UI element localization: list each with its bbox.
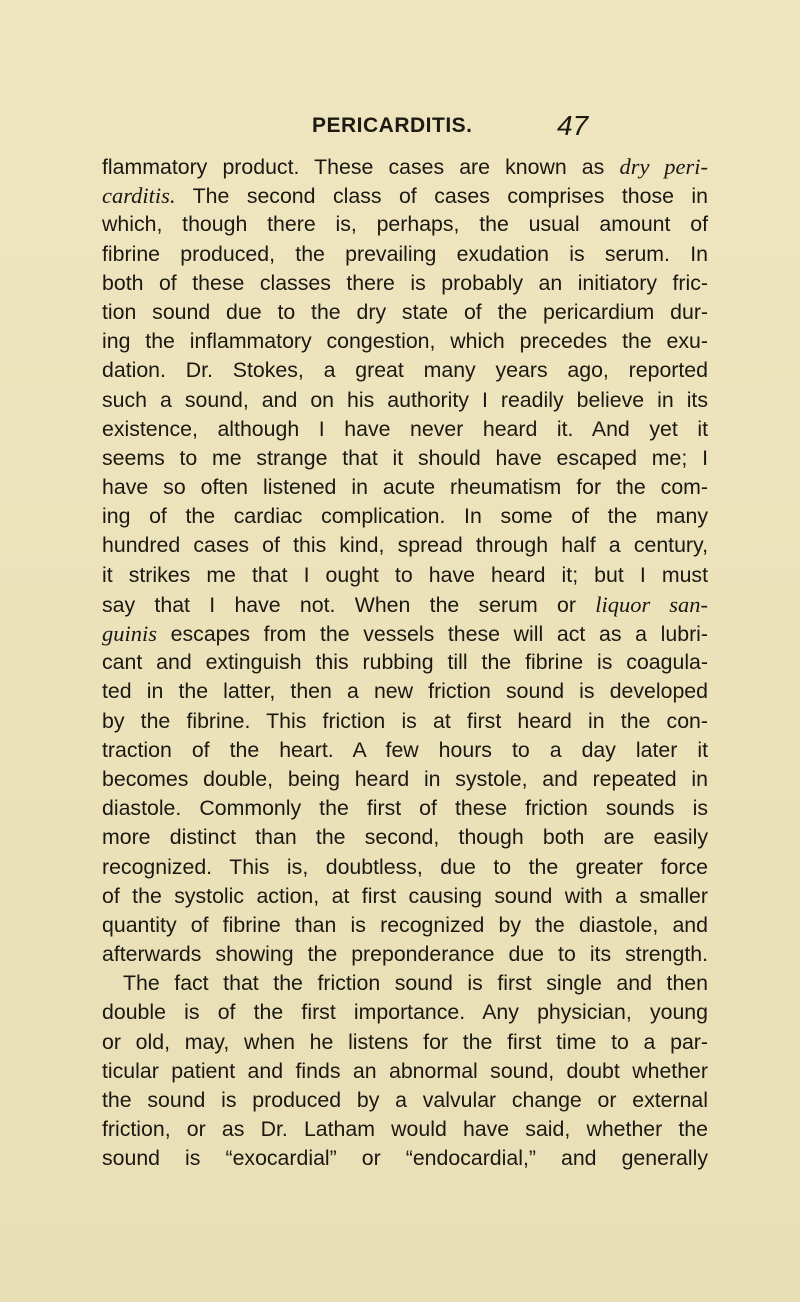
text-segment: ing of the cardiac complication. In some of the many (102, 504, 708, 529)
text-line (102, 648, 708, 677)
text-line (102, 736, 708, 765)
italic-text: liquor san- (595, 591, 708, 617)
italic-text: guinis (102, 621, 158, 646)
text-segment: fibrine produced, the prevailing exudation is serum. In (102, 241, 708, 266)
running-title: PERICARDITIS. (312, 114, 473, 137)
text-segment: traction of the heart. A few hours to a day later it (102, 737, 708, 762)
page-number: 47 (557, 110, 589, 141)
text-line (102, 707, 708, 736)
text-line (102, 677, 708, 706)
text-segment: existence, although I have never heard it. And yet it (102, 416, 708, 441)
text-line (102, 561, 708, 590)
text-segment: seems to me strange that it should have escaped me; I (102, 445, 708, 470)
text-segment: ticular patient and finds an abnormal sound, doubt whether (102, 1058, 708, 1083)
text-segment: dation. Dr. Stokes, a great many years ago, reported (102, 358, 708, 383)
text-line (102, 794, 708, 823)
text-line (102, 356, 708, 385)
italic-text: carditis. (102, 183, 176, 209)
text-segment: cant and extinguish this rubbing till the fibrine is coagula- (102, 650, 708, 675)
text-segment: or old, may, when he listens for the first time to a par- (102, 1029, 708, 1054)
text-line (102, 823, 708, 852)
text-segment: sound is “exocardial” or “endocardial,” and generally (102, 1146, 708, 1171)
text-segment: hundred cases of this kind, spread through half a century, (102, 533, 708, 558)
text-segment: escapes from the vessels these will act as a lubri- (157, 622, 708, 646)
text-line (102, 619, 708, 648)
text-line (102, 940, 708, 969)
text-segment: afterwards showing the preponderance due to its strength. (102, 942, 708, 967)
text-line (102, 152, 708, 181)
text-segment: quantity of fibrine than is recognized by the diastole, and (102, 912, 708, 937)
text-segment: it strikes me that I ought to have heard it; but I must (102, 562, 708, 587)
text-segment: friction, or as Dr. Latham would have said, whether the (102, 1117, 708, 1142)
text-line (102, 969, 708, 998)
text-line (102, 998, 708, 1027)
text-segment: The second class of cases comprises those in (175, 184, 708, 209)
text-line (102, 853, 708, 882)
text-line (102, 269, 708, 298)
text-segment: which, though there is, perhaps, the usual amount of (102, 212, 708, 237)
text-line (102, 590, 708, 619)
text-segment: ing the inflammatory congestion, which precedes the exu- (102, 329, 708, 354)
text-line (102, 210, 708, 239)
text-line (102, 531, 708, 560)
running-head (0, 106, 800, 146)
text-line (102, 1028, 708, 1057)
text-segment: The fact that the friction sound is first single and then (123, 971, 708, 996)
text-line (102, 1057, 708, 1086)
text-segment: say that I have not. When the serum or (102, 592, 596, 617)
text-line (102, 327, 708, 356)
text-segment: have so often listened in acute rheumatism for the com- (102, 475, 708, 500)
italic-text: dry peri- (619, 154, 709, 179)
text-segment: both of these classes there is probably an initiatory fric- (102, 270, 708, 295)
text-segment: the sound is produced by a valvular change or external (102, 1088, 708, 1112)
text-line (102, 240, 708, 269)
body-text (102, 152, 708, 1174)
text-line (102, 415, 708, 444)
text-line (102, 1086, 708, 1115)
text-line (102, 882, 708, 911)
text-line (102, 444, 708, 473)
text-line (102, 765, 708, 794)
text-line (102, 502, 708, 531)
text-line (102, 1144, 708, 1173)
text-segment: flammatory product. These cases are known as (102, 155, 620, 179)
text-segment: double is of the first importance. Any physician, young (102, 1000, 708, 1025)
text-segment: of the systolic action, at first causing sound with a smaller (102, 883, 708, 908)
text-segment: diastole. Commonly the first of these friction sounds is (102, 796, 708, 821)
text-segment: by the fibrine. This friction is at first heard in the con- (102, 708, 708, 733)
text-line (102, 1115, 708, 1144)
text-line (102, 911, 708, 940)
text-line (102, 386, 708, 415)
text-segment: recognized. This is, doubtless, due to the greater force (102, 854, 708, 879)
text-segment: becomes double, being heard in systole, and repeated in (102, 766, 708, 791)
text-line (102, 181, 708, 210)
text-segment: more distinct than the second, though both are easily (102, 825, 708, 850)
text-segment: such a sound, and on his authority I readily believe in its (102, 387, 708, 412)
text-line (102, 298, 708, 327)
text-segment: tion sound due to the dry state of the pericardium dur- (102, 299, 708, 324)
text-line (102, 473, 708, 502)
text-segment: ted in the latter, then a new friction sound is developed (102, 679, 708, 704)
